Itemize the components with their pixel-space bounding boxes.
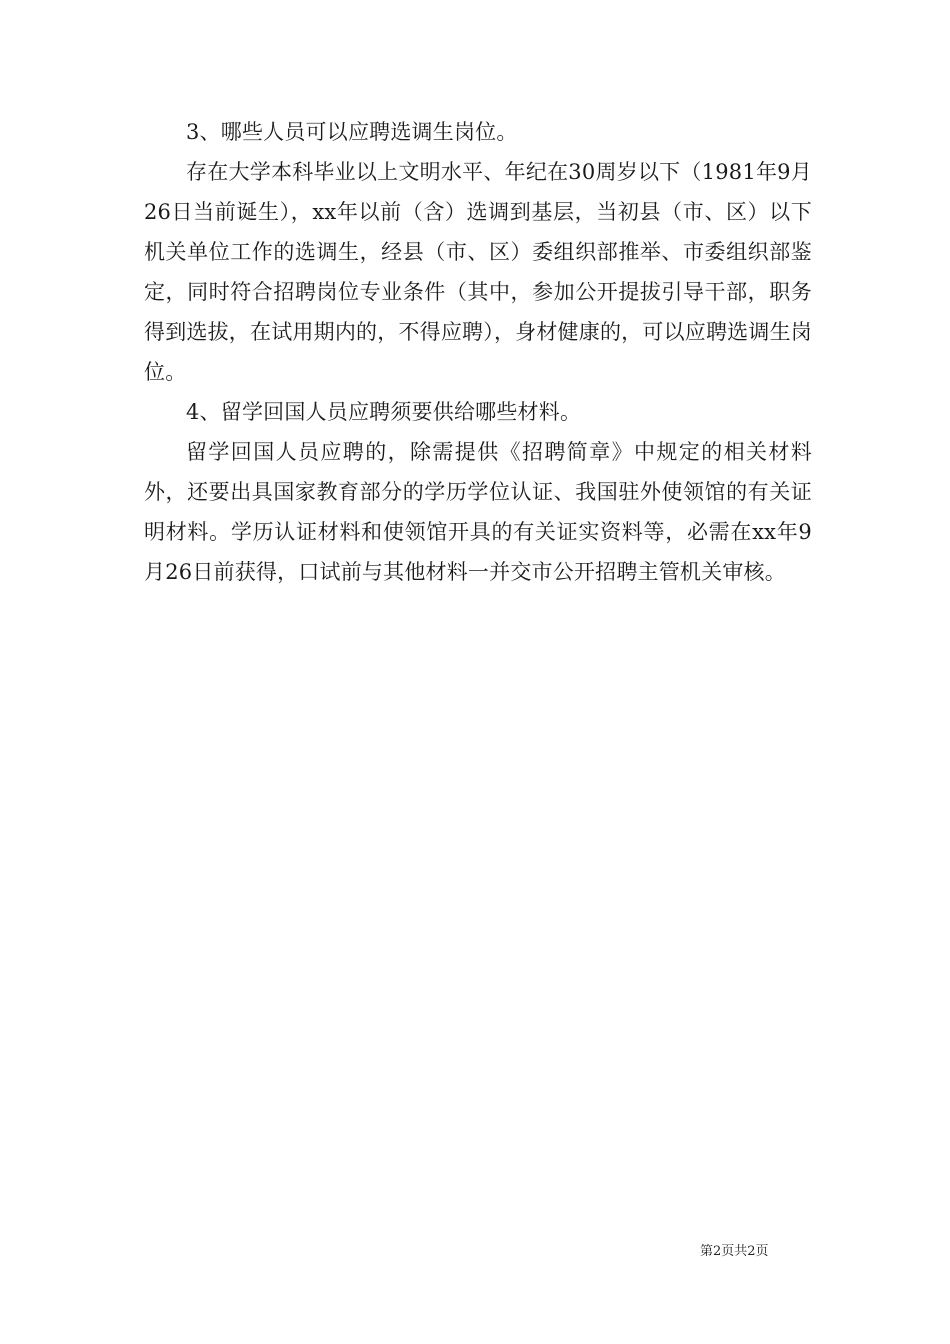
- page-number-footer: 第2页共2页: [700, 1244, 769, 1259]
- paragraph-eligibility: 存在大学本科毕业以上文明水平、年纪在30周岁以下（1981年9月26日当前诞生），xx年以前（含）选调到基层，当初县（市、区）以下机关单位工作的选调生，经县（市、区）委组织部推举、市委组织部鉴定，同时符合招聘岗位专业条件（其中，参加公开提拔引导干部，职务得到选拔，在试用期内的，不得应聘），身材健康的，可以应聘选调生岗位。: [144, 160, 812, 384]
- section-heading-4: 4、留学回国人员应聘须要供给哪些材料。: [186, 400, 582, 424]
- document-body: [144, 112, 812, 592]
- section-heading-3: 3、哪些人员可以应聘选调生岗位。: [186, 120, 518, 144]
- paragraph-materials: 留学回国人员应聘的，除需提供《招聘简章》中规定的相关材料外，还要出具国家教育部分的学历学位认证、我国驻外使领馆的有关证明材料。学历认证材料和使领馆开具的有关证实资料等，必需在xx年9月26日前获得，口试前与其他材料一并交市公开招聘主管机关审核。: [144, 440, 812, 584]
